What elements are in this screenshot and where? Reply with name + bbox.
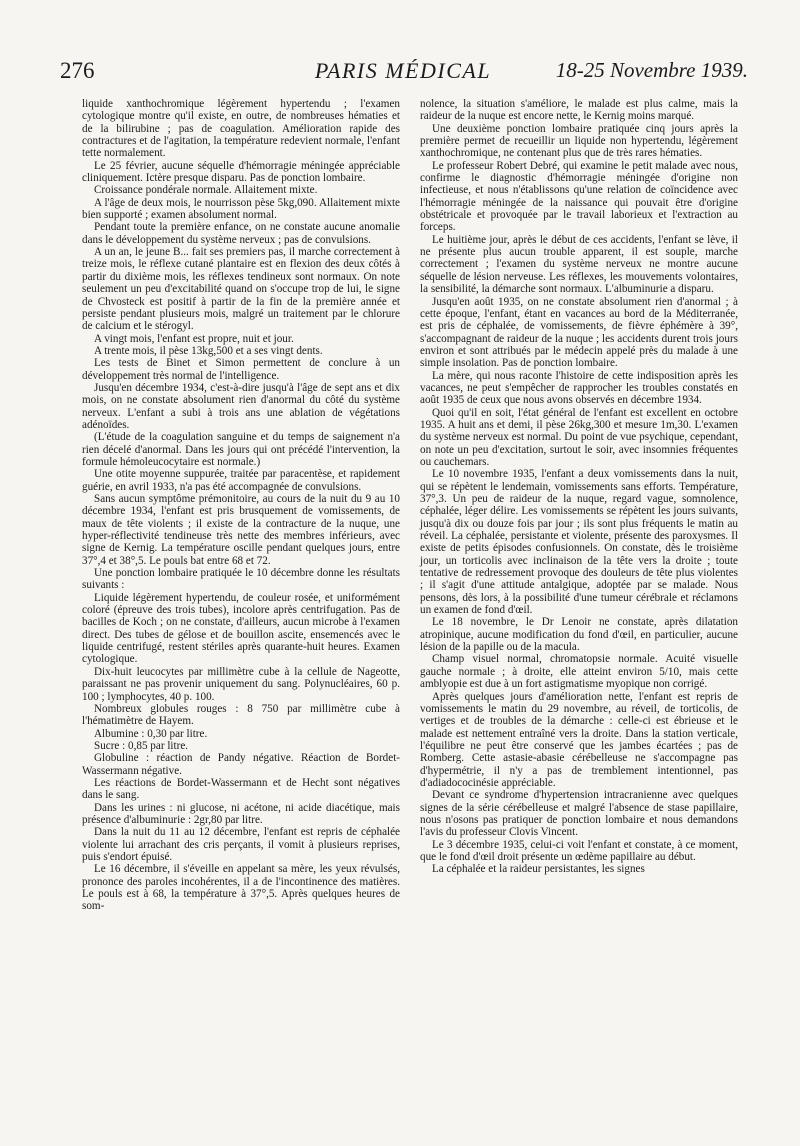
paragraph: A l'âge de deux mois, le nourrisson pèse 5kg,090. Allaitement mixte bien supporté ; examen absolument normal. [82, 196, 400, 222]
paragraph: Croissance pondérale normale. Allaitement mixte. [94, 184, 318, 197]
paragraph: Dans la nuit du 11 au 12 décembre, l'enfant est repris de céphalée violente lui arrachant des cris perçants, il vomit à plusieurs reprises, puis s'endort épuisé. [82, 826, 400, 863]
paragraph: Liquide légèrement hypertendu, de couleur rosée, et uniformément coloré (épreuve des trois tubes), incolore après centrifugation. Pas de bacilles de Koch ; on ne constate, d'ailleurs, aucun microbe à l'examen direct. Des tubes de gélose et de bouillon ascite, ensemencés avec le liquide centrifugé, restent stériles après quarante-huit heures. Examen cytologique. [82, 591, 400, 666]
paragraph: Le 10 novembre 1935, l'enfant a deux vomissements dans la nuit, qui se répètent le lendemain, vomissements sans efforts. Température, 37°,3. Un peu de raideur de la nuque, regard vague, somnolence, céphalée, léger délire. Les vomissements se répètent les jours suivants, jusqu'à dix ou douze fois par jour ; ils sont plus fréquents le matin au réveil. La céphalée, persistante et violente, présente des paroxysmes. Il existe de petits épisodes confusionnels. On constate, dès le troisième jour, un torticolis avec inclinaison de la tête vers la droite ; toute tentative de redressement provoque des douleurs de tête plus violentes ; il s'agit d'une attitude antalgique, adoptée par se malade. Nous pensons, dès lors, à la possibilité d'une tumeur cérébrale et réclamons un examen de fond d'œil. [420, 468, 738, 617]
paragraph: Devant ce syndrome d'hypertension intracranienne avec quelques signes de la série cérébelleuse et malgré l'absence de stase papillaire, nous n'osons pas pratiquer de ponction lombaire et nous demandons l'avis du professeur Clovis Vincent. [420, 789, 738, 839]
paragraph: Une deuxième ponction lombaire pratiquée cinq jours après la première permet de recueillir un liquide non hypertendu, légèrement xanthochromique, ne contenant plus que de très rares hématies. [420, 122, 738, 160]
paragraph: Albumine : 0,30 par litre. [94, 727, 208, 740]
paragraph: Les tests de Binet et Simon permettent de conclure à un développement très normal de l'intelligence. [82, 357, 400, 382]
paragraph: Une ponction lombaire pratiquée le 10 décembre donne les résultats suivants : [82, 567, 400, 592]
paragraph: A trente mois, il pèse 13kg,500 et a ses vingt dents. [94, 344, 323, 357]
paragraph: Le 18 novembre, le Dr Lenoir ne constate, après dilatation atropinique, aucune modification du fond d'œil, en particulier, aucune lésion de la papille ou de la macula. [420, 616, 738, 654]
paragraph: La céphalée et la raideur persistantes, les signes [432, 863, 645, 876]
paragraph: Champ visuel normal, chromatopsie normale. Acuité visuelle gauche normale ; à droite, elle atteint environ 5/10, mais cette amblyopie est due à un fort astigmatisme myopique non corrigé. [420, 653, 738, 691]
paragraph: Dans les urines : ni glucose, ni acétone, ni acide diacétique, mais présence d'albuminurie : 2gr,80 par litre. [82, 801, 400, 826]
paragraph: Le 25 février, aucune séquelle d'hémorragie méningée appréciable cliniquement. Ictère presque disparu. Pas de ponction lombaire. [82, 159, 400, 185]
paragraph: A un an, le jeune B... fait ses premiers pas, il marche correctement à treize mois, le réflexe cutané plantaire est en flexion des deux côtés à partir du dixième mois, les réflexes tendineux sont normaux. On note seulement un peu d'excitabilité quand on s'occupe trop de lui, le signe de Chvosteck est positif à partir de la fin de la première année et persiste pendant plusieurs mois, malgré un traitement par le chlorure de calcium et le stérogyl. [82, 246, 400, 333]
paragraph: Dix-huit leucocytes par millimètre cube à la cellule de Nageotte, paraissant ne pas provenir uniquement du sang. Polynucléaires, 60 p. 100 ; lymphocytes, 40 p. 100. [82, 665, 400, 703]
paragraph: liquide xanthochromique légèrement hypertendu ; l'examen cytologique montre qu'il existe, en outre, de nombreuses hématies et de la bilirubine ; pas de coagulation. Amélioration rapide des contractures et de l'agitation, la température redevient normale, l'enfant tette normalement. [82, 98, 400, 160]
paragraph: A vingt mois, l'enfant est propre, nuit et jour. [94, 332, 294, 345]
paragraph: Sucre : 0,85 par litre. [94, 739, 189, 752]
paragraph: La mère, qui nous raconte l'histoire de cette indisposition après les vacances, ne peut s'empêcher de rapprocher les troubles constatés en août 1935 de ceux que nous avons observés en décembre 1934. [420, 369, 738, 407]
page-header [58, 58, 748, 92]
paragraph: Une otite moyenne suppurée, traitée par paracentèse, et rapidement guérie, en avril 1933, n'a pas été accompagnée de convulsions. [82, 468, 400, 493]
paragraph: (L'étude de la coagulation sanguine et du temps de saignement n'a rien décelé d'anormal. Dans les jours qui ont précédé l'intervention, la formule hémoleucocytaire est normale.) [82, 431, 400, 468]
page-number: 276 [60, 58, 95, 83]
paragraph: Quoi qu'il en soit, l'état général de l'enfant est excellent en octobre 1935. A huit ans et demi, il pèse 26kg,300 et mesure 1m,30. L'examen du système nerveux est normal. Du point de vue psychique, cependant, on note un peu d'excitation, surtout le soir, avec insomnies fréquentes ou cauchemars. [420, 406, 738, 468]
paragraph: Jusqu'en décembre 1934, c'est-à-dire jusqu'à l'âge de sept ans et dix mois, on ne constate absolument rien d'anormal du côté du système nerveux. L'enfant a subi à trois ans une ablation de végétations adénoïdes. [82, 381, 400, 431]
paragraph: Après quelques jours d'amélioration nette, l'enfant est repris de vomissements le matin du 29 novembre, au réveil, de torticolis, de vertiges et de troubles de la démarche : celle-ci est ébrieuse et le malade est nettement entraîné vers la droite. Dans la station verticale, l'équilibre ne peut être conservé que les jambes écartées ; pas de Romberg. Cette astasie-abasie cérébelleuse ne s'accompagne pas d'hypermétrie, il n'y a pas de tremblement intentionnel, pas d'adiadococinésie appréciable. [420, 690, 738, 789]
paragraph: Le 16 décembre, il s'éveille en appelant sa mère, les yeux révulsés, prononce des paroles incohérentes, il a de l'incontinence des matières. Le pouls est à 68, la température à 37°,5. Après quelques heures de som- [82, 863, 400, 913]
paragraph: Les réactions de Bordet-Wassermann et de Hecht sont négatives dans le sang. [82, 776, 400, 802]
paragraph: Jusqu'en août 1935, on ne constate absolument rien d'anormal ; à cette époque, l'enfant, étant en vacances au bord de la Méditerranée, est pris de céphalée, de vomissements, de fièvre éphémère à 39°, s'accompagnant de raideur de la nuque ; les accidents durent trois jours environ et sont attribués par le médecin appelé près du malade à une simple insolation. Pas de ponction lombaire. [420, 295, 738, 370]
paragraph: Nombreux globules rouges : 8 750 par millimètre cube à l'hématimètre de Hayem. [82, 702, 400, 728]
paragraph: nolence, la situation s'améliore, le malade est plus calme, mais la raideur de la nuque est encore nette, le Kernig moins marqué. [420, 98, 738, 123]
left-column [82, 98, 400, 913]
paragraph: Pendant toute la première enfance, on ne constate aucune anomalie dans le développement du système nerveux ; pas de convulsions. [82, 221, 400, 246]
paragraph: Globuline : réaction de Pandy négative. Réaction de Bordet-Wassermann négative. [82, 752, 400, 777]
issue-date: 18-25 Novembre 1939. [555, 58, 748, 82]
paragraph: Sans aucun symptôme prémonitoire, au cours de la nuit du 9 au 10 décembre 1934, l'enfant est pris brusquement de vomissements, de maux de tête violents ; il existe de la contracture de la nuque, une hyper-réflectivité tendineuse très nette des membres inférieurs, avec signe de Kernig. La température oscille pendant quelques jours, entre 37°,4 et 38°,5. Le pouls bat entre 68 et 72. [82, 493, 400, 567]
paragraph: Le huitième jour, après le début de ces accidents, l'enfant se lève, il ne présente plus aucun trouble apparent, il est souple, marche correctement ; l'examen du système nerveux ne montre aucune séquelle de lésion nerveuse. Les réflexes, les mouvements volontaires, la sensibilité, la démarche sont normaux. L'albuminurie a disparu. [420, 233, 738, 296]
journal-title: PARIS MÉDICAL [314, 58, 492, 83]
paragraph: Le professeur Robert Debré, qui examine le petit malade avec nous, confirme le diagnostic d'hémorragie méningée d'origine non infectieuse, et nous n'établissons qu'une relation de coïncidence avec l'hémorragie méningée de la naissance qui pouvait être d'origine obstétricale et provoquée par le travail laborieux et l'extraction au forceps. [420, 159, 738, 234]
right-column [420, 98, 738, 876]
paragraph: Le 3 décembre 1935, celui-ci voit l'enfant et constate, à ce moment, que le fond d'œil droit présente un œdème papillaire au début. [420, 838, 738, 863]
